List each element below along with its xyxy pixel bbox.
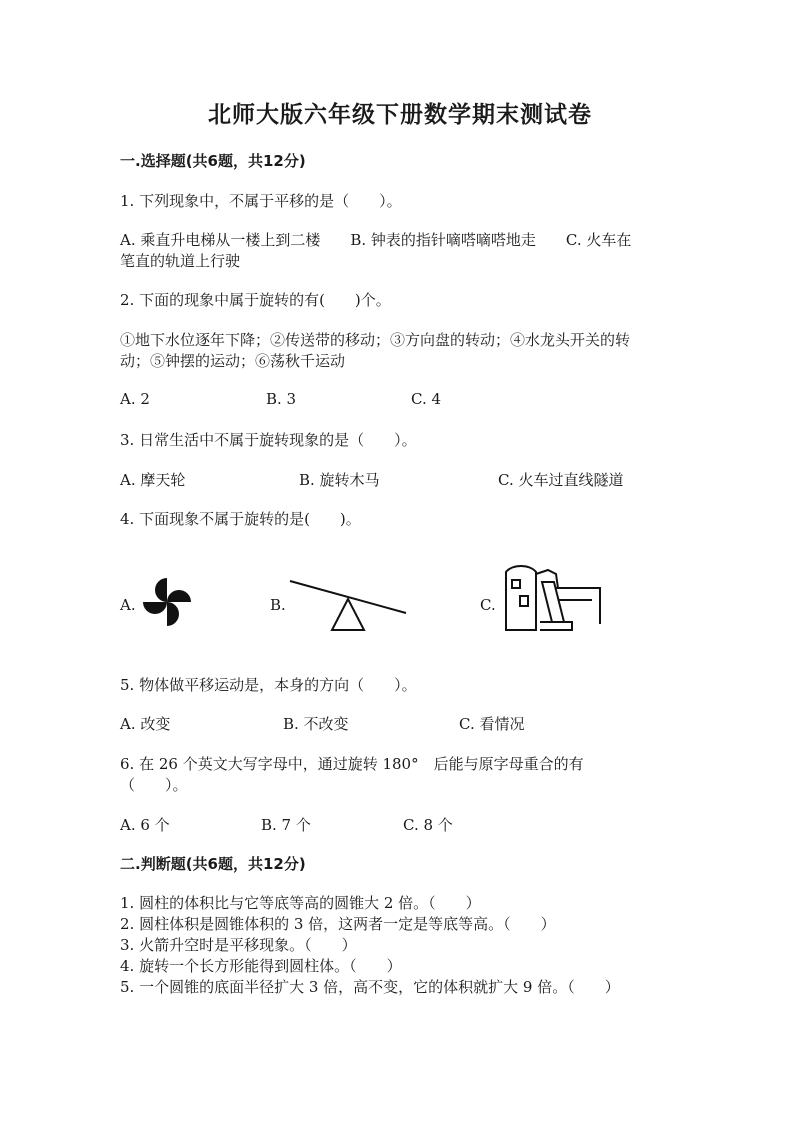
judgement-item-2: 2. 圆柱体积是圆锥体积的 3 倍，这两者一定是等底等高。（ ） [120, 915, 556, 933]
section-heading-judgement: 二.判断题(共6题，共12分) [120, 855, 306, 873]
pinwheel-icon [137, 572, 197, 632]
question-2-stem: 2. 下面的现象中属于旋转的有( )个。 [120, 291, 391, 309]
question-3-stem: 3. 日常生活中不属于旋转现象的是（ ）。 [120, 431, 417, 449]
question-4-option-c: C. [480, 596, 496, 614]
judgement-item-5: 5. 一个圆锥的底面半径扩大 3 倍，高不变，它的体积就扩大 9 倍。（ ） [120, 978, 620, 996]
question-6-option-a: A. 6 个 [120, 816, 170, 834]
question-5-option-c: C. 看情况 [459, 715, 525, 733]
question-3-option-a: A. 摩天轮 [120, 471, 186, 489]
question-2-option-a: A. 2 [120, 390, 150, 408]
question-2-option-c: C. 4 [411, 390, 442, 408]
question-5-option-b: B. 不改变 [283, 715, 349, 733]
page-title: 北师大版六年级下册数学期末测试卷 [208, 102, 592, 128]
judgement-item-4: 4. 旋转一个长方形能得到圆柱体。（ ） [120, 957, 402, 975]
slide-icon [500, 560, 604, 635]
judgement-item-3: 3. 火箭升空时是平移现象。（ ） [120, 936, 357, 954]
judgement-item-1: 1. 圆柱的体积比与它等底等高的圆锥大 2 倍。（ ） [120, 894, 481, 912]
question-3-option-b: B. 旋转木马 [299, 471, 380, 489]
question-3-option-c: C. 火车过直线隧道 [498, 471, 624, 489]
question-6-stem-cont: （ ）。 [120, 776, 188, 794]
question-2-option-b: B. 3 [266, 390, 297, 408]
section-heading-choice: 一.选择题(共6题，共12分) [120, 152, 306, 170]
question-4-option-b: B. [270, 596, 286, 614]
question-6-option-b: B. 7 个 [261, 816, 311, 834]
question-2-list: ①地下水位逐年下降；②传送带的移动；③方向盘的转动；④水龙头开关的转 [120, 331, 631, 349]
question-6-option-c: C. 8 个 [403, 816, 453, 834]
question-4-stem: 4. 下面现象不属于旋转的是( )。 [120, 510, 361, 528]
question-4-option-a: A. [120, 596, 136, 614]
question-5-stem: 5. 物体做平移运动是，本身的方向（ ）。 [120, 676, 417, 694]
question-5-option-a: A. 改变 [120, 715, 171, 733]
question-2-list-cont: 动；⑤钟摆的运动；⑥荡秋千运动 [120, 352, 346, 370]
seesaw-icon [286, 575, 410, 635]
question-1-options-cont: 笔直的轨道上行驶 [120, 252, 241, 270]
question-1-stem: 1. 下列现象中，不属于平移的是（ ）。 [120, 192, 402, 210]
question-6-stem: 6. 在 26 个英文大写字母中，通过旋转 180° 后能与原字母重合的有 [120, 755, 584, 773]
question-1-options: A. 乘直升电梯从一楼上到二楼 B. 钟表的指针嘀嗒嘀嗒地走 C. 火车在 [120, 231, 632, 249]
